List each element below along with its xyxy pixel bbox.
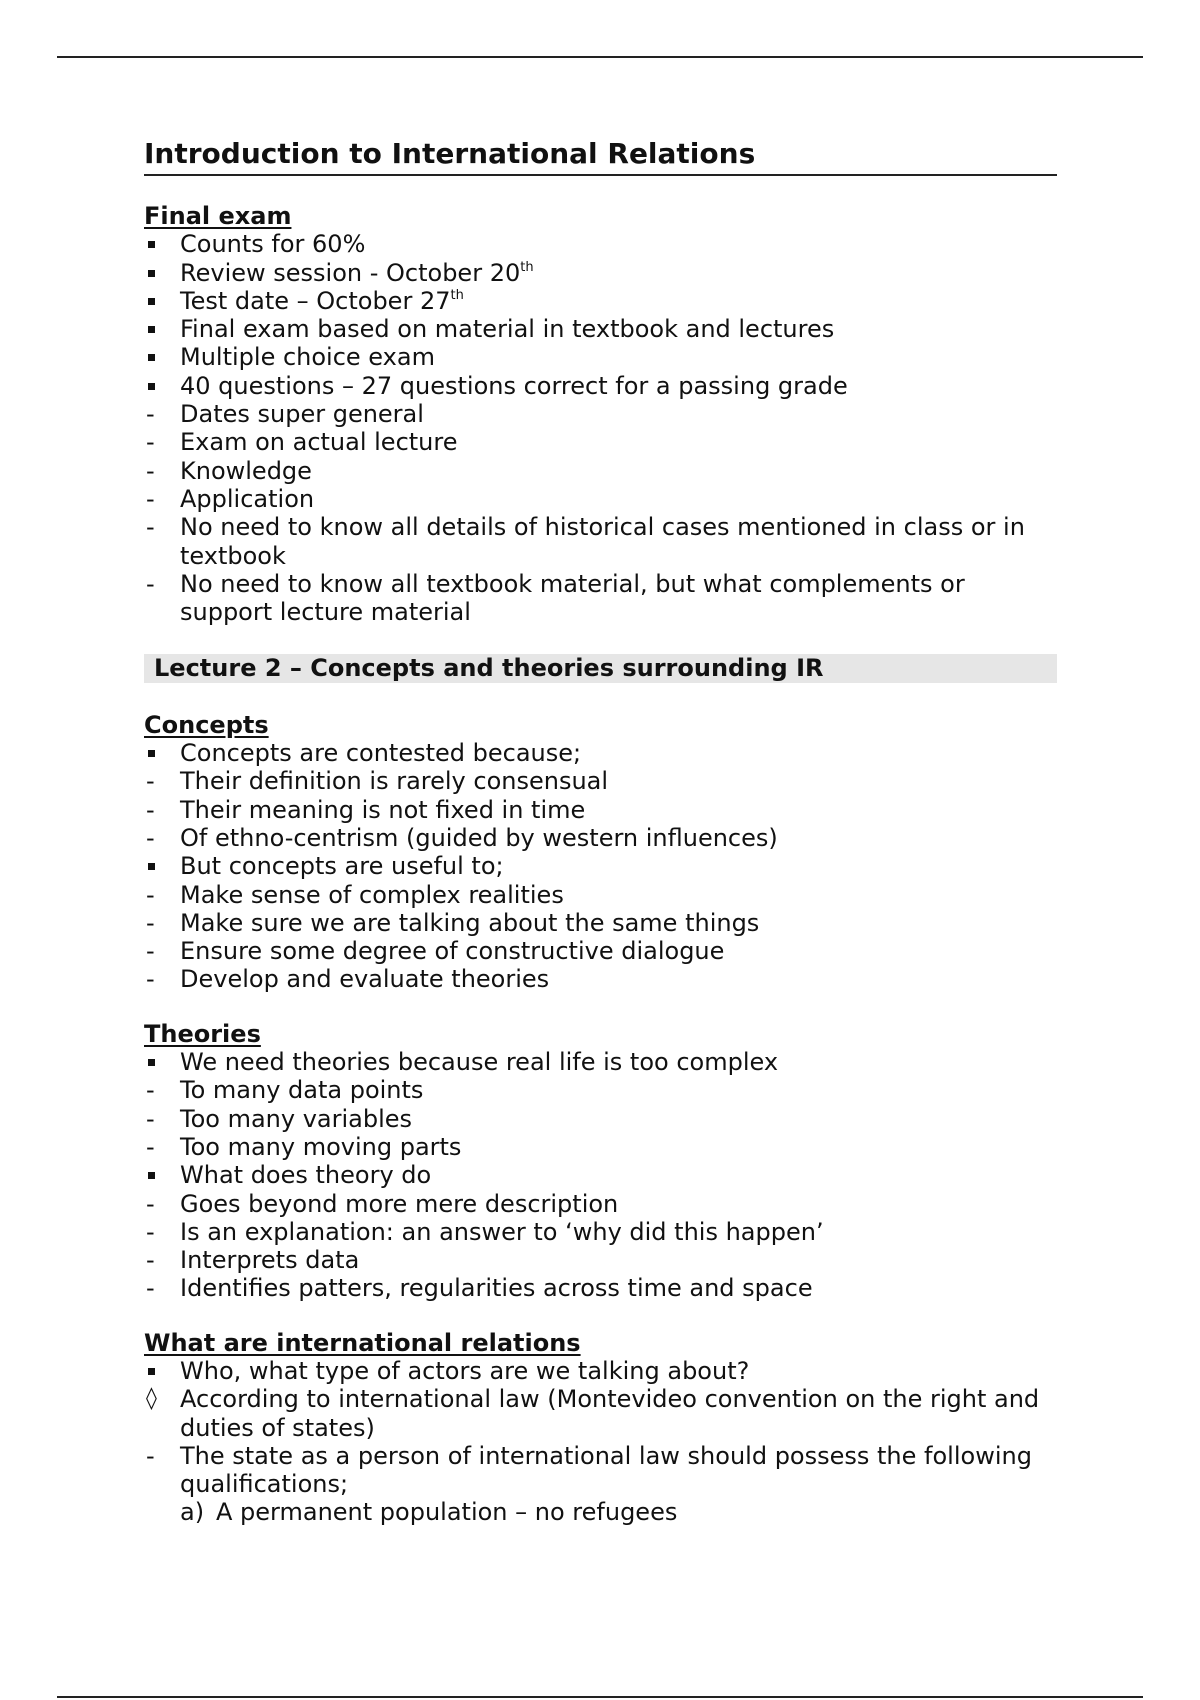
list-item-text: Exam on actual lecture — [180, 428, 458, 457]
list-item — [144, 372, 1057, 400]
list-item-text: Who, what type of actors are we talking about? — [180, 1356, 750, 1385]
list-item — [144, 457, 1057, 485]
list-item-text: According to international law (Montevideo convention on the right and duties of states) — [180, 1385, 1040, 1442]
list-item — [144, 485, 1057, 513]
list-item — [144, 1442, 1057, 1499]
concepts-list — [144, 739, 1057, 994]
list-item-text: We need theories because real life is too complex — [180, 1048, 779, 1077]
document-title: Introduction to International Relations — [144, 136, 1057, 176]
list-item-text: Of ethno-centrism (guided by western influences) — [180, 823, 778, 852]
list-item — [144, 428, 1057, 456]
superscript: th — [520, 259, 534, 275]
list-item — [144, 965, 1057, 993]
list-item-text: No need to know all details of historical cases mentioned in class or in textbook — [180, 513, 1025, 570]
list-item-text: Ensure some degree of constructive dialogue — [180, 937, 725, 966]
list-item-text: Too many moving parts — [180, 1132, 462, 1161]
list-item — [144, 1218, 1057, 1246]
list-item — [144, 852, 1057, 880]
section-heading-final-exam: Final exam — [144, 202, 292, 230]
list-item-text: Too many variables — [180, 1104, 413, 1133]
final-exam-list — [144, 230, 1057, 626]
list-item-text: Knowledge — [180, 456, 312, 485]
section-theories — [144, 1020, 1057, 1303]
header-rule — [57, 56, 1143, 58]
section-heading-theories: Theories — [144, 1019, 261, 1048]
list-letter: a) — [180, 1498, 205, 1527]
list-item-text: 40 questions – 27 questions correct for a passing grade — [180, 371, 848, 400]
list-item-text: Identifies patters, regularities across time and space — [180, 1274, 813, 1303]
list-item-text: Dates super general — [180, 400, 424, 429]
list-item-text: Interprets data — [180, 1246, 360, 1275]
list-item-text: Final exam based on material in textbook and lectures — [180, 315, 835, 344]
list-item — [144, 259, 1057, 287]
list-item — [144, 343, 1057, 371]
list-item-text: Make sense of complex realities — [180, 880, 564, 909]
list-item-text: No need to know all textbook material, but what complements or support lecture material — [180, 569, 965, 627]
list-item-text: To many data points — [180, 1076, 424, 1105]
list-item-text: Multiple choice exam — [180, 343, 435, 372]
list-item-text: What does theory do — [180, 1161, 432, 1190]
list-item — [144, 1105, 1057, 1133]
list-item-text: Goes beyond more mere description — [180, 1189, 619, 1218]
what-are-ir-list — [144, 1357, 1057, 1527]
list-item — [144, 767, 1057, 795]
section-concepts — [144, 711, 1057, 994]
document-page — [144, 136, 1057, 1527]
list-item-text: The state as a person of international law should possess the following qualifications; — [180, 1441, 1032, 1499]
lecture-banner: Lecture 2 – Concepts and theories surrounding IR — [144, 654, 1057, 682]
list-item — [144, 909, 1057, 937]
section-heading-what-are-ir: What are international relations — [144, 1328, 581, 1357]
list-item-text: Test date – October 27 — [180, 286, 451, 315]
theories-list — [144, 1048, 1057, 1303]
list-item — [144, 1357, 1057, 1385]
section-heading-concepts: Concepts — [144, 710, 269, 739]
list-item — [144, 739, 1057, 767]
list-item — [144, 315, 1057, 343]
list-item — [144, 1274, 1057, 1302]
list-item-text: Application — [180, 484, 315, 513]
list-item — [144, 1161, 1057, 1189]
list-item — [144, 230, 1057, 258]
list-item — [144, 937, 1057, 965]
list-item-text: Review session - October 20 — [180, 258, 521, 287]
list-item — [144, 1246, 1057, 1274]
list-item-text: Make sure we are talking about the same things — [180, 908, 760, 937]
section-what-are-ir — [144, 1329, 1057, 1527]
list-item-text: A permanent population – no refugees — [216, 1498, 678, 1527]
list-item — [144, 287, 1057, 315]
footer-rule — [57, 1696, 1143, 1698]
list-item — [144, 1133, 1057, 1161]
list-item — [144, 881, 1057, 909]
list-item — [144, 1385, 1057, 1442]
section-final-exam — [144, 202, 1057, 626]
list-item-text: Counts for 60% — [180, 230, 366, 259]
list-item — [144, 824, 1057, 852]
list-item — [144, 513, 1057, 570]
list-item-text: Their definition is rarely consensual — [180, 767, 609, 796]
list-item-text: Their meaning is not fixed in time — [180, 795, 586, 824]
list-item — [144, 1190, 1057, 1218]
list-item-text: Develop and evaluate theories — [180, 965, 550, 994]
superscript: th — [450, 287, 464, 303]
list-item — [144, 1076, 1057, 1104]
list-item — [144, 796, 1057, 824]
list-item — [144, 1048, 1057, 1076]
list-item-text: Is an explanation: an answer to ‘why did this happen’ — [180, 1217, 824, 1246]
list-item — [144, 570, 1057, 627]
list-item-text: But concepts are useful to; — [180, 852, 504, 881]
list-item — [144, 1498, 1057, 1526]
list-item — [144, 400, 1057, 428]
list-item-text: Concepts are contested because; — [180, 739, 582, 768]
